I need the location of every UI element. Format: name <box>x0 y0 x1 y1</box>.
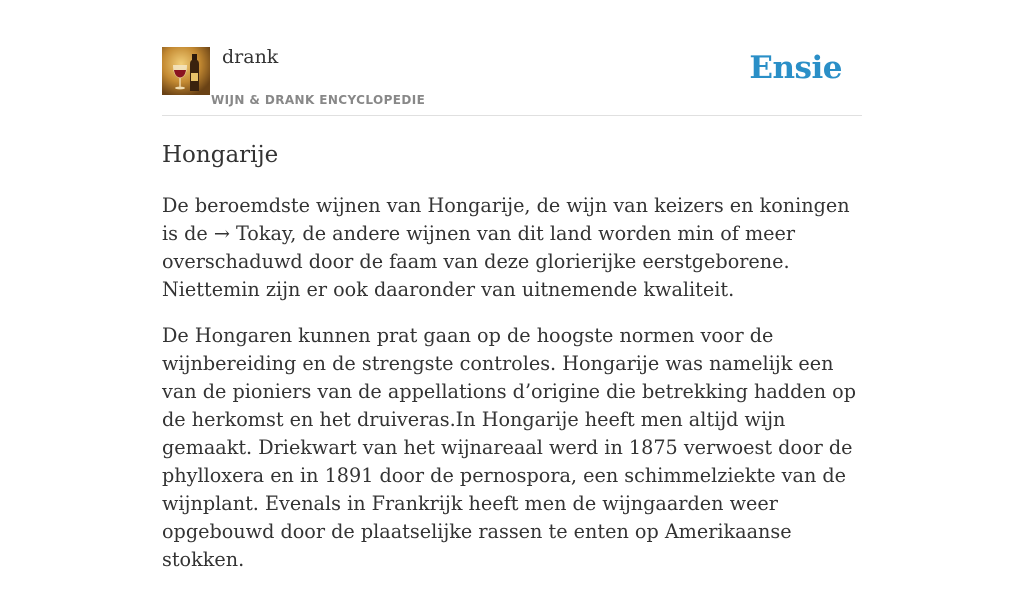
encyclopedia-subtitle: WIJN & DRANK ENCYCLOPEDIE <box>211 93 426 107</box>
site-header <box>162 0 862 116</box>
category-avatar[interactable] <box>162 47 210 95</box>
brand-logo-link[interactable]: Ensie <box>749 50 842 86</box>
article-paragraph: De Hongaren kunnen prat gaan op de hoogste normen voor de wijnbereiding en de strengste controles. Hongarije was namelijk een van de pioniers van de appellations d’origine die betrekking hadden op de herkomst en het druiveras.In Hongarije heeft men altijd wijn gemaakt. Driekwart van het wijnareaal werd in 1875 verwoest door de phylloxera en in 1891 door de pernospora, een schimmelziekte van de wijnplant. Evenals in Frankrijk heeft men de wijngaarden weer opgebouwd door de plaatselijke rassen te enten op Amerikaanse stokken. <box>162 323 857 571</box>
article-body <box>162 192 862 574</box>
article-title: Hongarije <box>162 142 279 168</box>
wine-glass-bottle-icon <box>162 47 210 95</box>
article-paragraph: De beroemdste wijnen van Hongarije, de wijn van keizers en koningen is de → Tokay, de andere wijnen van dit land worden min of meer overschaduwd door de faam van deze glorierijke eerstgeborene. Niettemin zijn er ook daaronder van uitnemende kwaliteit. <box>162 193 850 301</box>
page-container <box>162 0 862 592</box>
category-link[interactable]: drank <box>222 46 279 68</box>
